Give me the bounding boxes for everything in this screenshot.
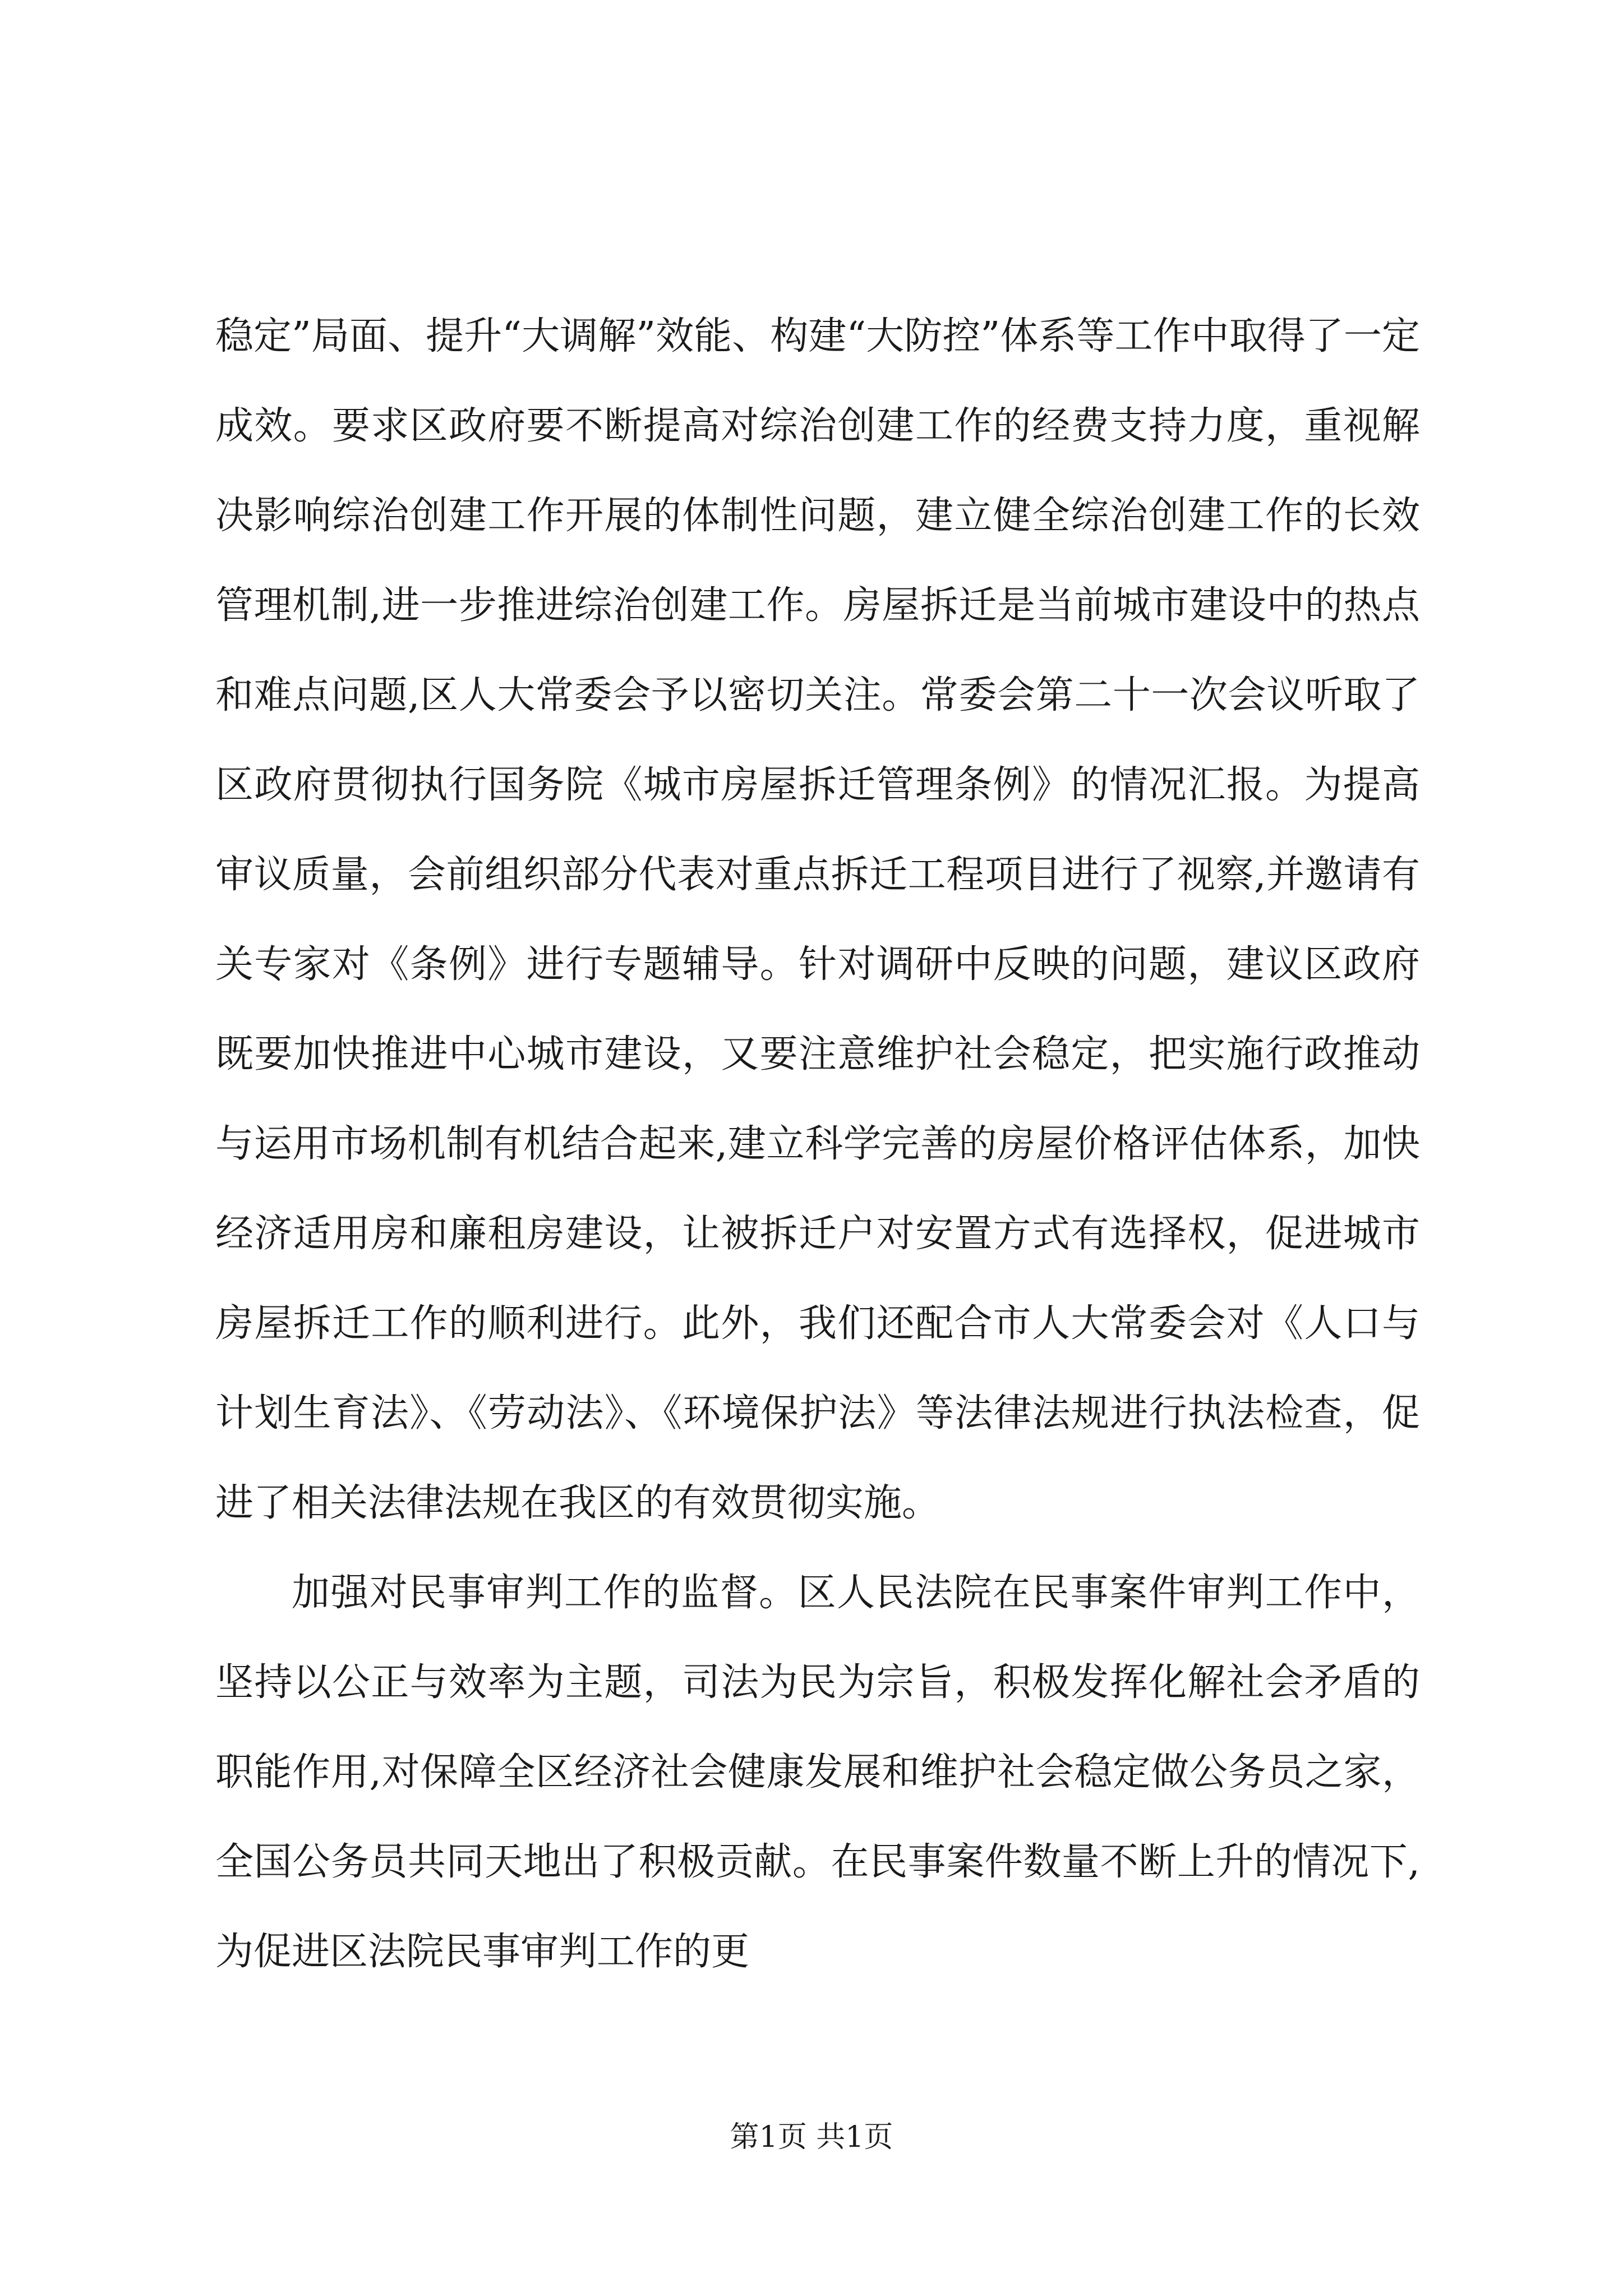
paragraph-continued: 稳定”局面、提升“大调解”效能、构建“大防控”体系等工作中取得了一定成效。要求区政府要不断提高对综治创建工作的经费支持力度，重视解决影响综治创建工作开展的体制性问题，建立健全综治创建工作的长效管理机制,进一步推进综治创建工作。房屋拆迁是当前城市建设中的热点和难点问题,区人大常委会予以密切关注。常委会第二十一次会议听取了区政府贯彻执行国务院《城市房屋拆迁管理条例》的情况汇报。为提高审议质量，会前组织部分代表对重点拆迁工程项目进行了视察,并邀请有关专家对《条例》进行专题辅导。针对调研中反映的问题，建议区政府既要加快推进中心城市建设，又要注意维护社会稳定，把实施行政推动与运用市场机制有机结合起来,建立科学完善的房屋价格评估体系，加快经济适用房和廉租房建设，让被拆迁户对安置方式有选择权，促进城市房屋拆迁工作的顺利进行。此外，我们还配合市人大常委会对《人口与计划生育法》、《劳动法》、《环境保护法》等法律法规进行执法检查，促进了相关法律法规在我区的有效贯彻实施。 — [215, 314, 1420, 1525]
page-number-footer: 第1页 共1页 — [730, 2120, 893, 2154]
paragraph-civil-trial-supervision: 加强对民事审判工作的监督。区人民法院在民事案件审判工作中，坚持以公正与效率为主题，司法为民为宗旨，积极发挥化解社会矛盾的职能作用,对保障全区经济社会健康发展和维护社会稳定做公务员之家，全国公务员共同天地出了积极贡献。在民事案件数量不断上升的情况下,为促进区法院民事审判工作的更 — [215, 1571, 1420, 1974]
document-body — [215, 292, 1420, 1997]
